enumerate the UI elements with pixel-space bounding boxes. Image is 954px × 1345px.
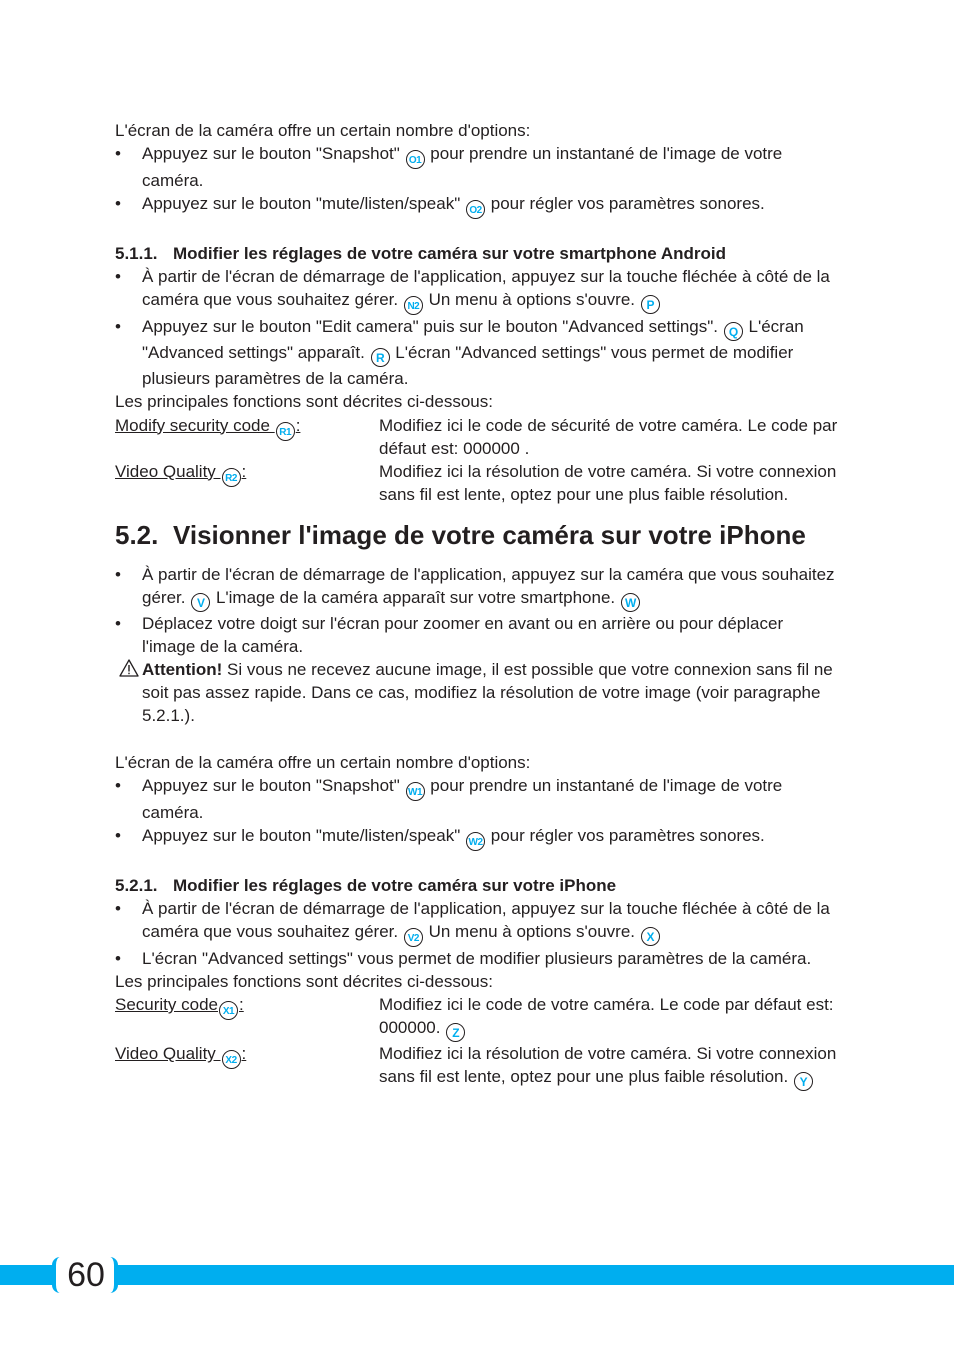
list-item: • Appuyez sur le bouton "mute/listen/speak" O2 pour régler vos paramètres sonores. <box>115 192 840 219</box>
warning-label: Attention! <box>142 660 223 680</box>
list-item: • Déplacez votre doigt sur l'écran pour zoomer en avant ou en arrière ou pour déplacer l'image de la caméra. <box>115 612 840 658</box>
list-item: • Appuyez sur le bouton "Snapshot" W1 pour prendre un instantané de l'image de votre caméra. <box>115 774 840 824</box>
page-content <box>115 119 840 1091</box>
callout-badge: V <box>191 593 210 612</box>
warning-triangle-icon <box>119 659 139 683</box>
section-52-bullets <box>115 563 840 658</box>
list-item: • À partir de l'écran de démarrage de l'application, appuyez sur la touche fléchée à côté de la caméra que vous souhaitez gérer. N2 Un menu à options s'ouvre. P <box>115 265 840 315</box>
callout-badge: V2 <box>404 928 423 947</box>
callout-badge: R <box>371 348 390 367</box>
callout-badge: R1 <box>276 422 295 441</box>
intro-b-text: L'écran de la caméra offre un certain nombre d'options: <box>115 752 531 772</box>
section-521-heading: 5.2.1. Modifier les réglages de votre caméra sur votre iPhone <box>115 875 617 895</box>
callout-badge: O1 <box>406 150 425 169</box>
section-52-heading: 5.2. Visionner l'image de votre caméra sur votre iPhone <box>115 519 806 550</box>
callout-badge: X2 <box>222 1050 241 1069</box>
callout-badge: Y <box>794 1072 813 1091</box>
function-description: Modifiez ici la résolution de votre caméra. Si votre connexion sans fil est lente, optez pour une plus faible résolution. Y <box>379 1044 837 1090</box>
list-item: • Appuyez sur le bouton "Edit camera" puis sur le bouton "Advanced settings". Q L'écran "Advanced settings" apparaît. R L'écran "Advanced settings" vous permet de modifier plusieurs paramètres de la caméra. <box>115 315 840 390</box>
callout-badge: R2 <box>222 468 241 487</box>
list-item: • Appuyez sur le bouton "mute/listen/speak" W2 pour régler vos paramètres sonores. <box>115 824 840 851</box>
list-item: • À partir de l'écran de démarrage de l'application, appuyez sur la caméra que vous souhaitez gérer. V L'image de la caméra apparaît sur votre smartphone. W <box>115 563 840 612</box>
intro-a-text: L'écran de la caméra offre un certain nombre d'options: <box>115 121 531 140</box>
function-row <box>115 993 840 1042</box>
functions-intro: Les principales fonctions sont décrites ci-dessous: <box>115 392 493 412</box>
function-row <box>115 1042 840 1091</box>
function-row <box>115 460 840 506</box>
function-list <box>115 414 840 506</box>
list-item: • L'écran "Advanced settings" vous permet de modifier plusieurs paramètres de la caméra. <box>115 947 840 970</box>
footer-bar <box>0 1265 954 1285</box>
warning-note <box>115 658 840 727</box>
callout-badge: Q <box>724 322 743 341</box>
warning-text: Si vous ne recevez aucune image, il est possible que votre connexion sans fil ne soit pas assez rapide. Dans ce cas, modifiez la résolution de votre image (voir paragraphe 5.2.1.). <box>142 660 833 726</box>
callout-badge: N2 <box>404 296 423 315</box>
function-term: Security code X1 : <box>115 995 244 1014</box>
callout-badge: X1 <box>219 1001 238 1020</box>
intro-a-bullets <box>115 142 840 219</box>
function-description: Modifiez ici la résolution de votre caméra. Si votre connexion sans fil est lente, optez pour une plus faible résolution. <box>379 461 837 504</box>
section-521-bullets <box>115 897 840 970</box>
page-number: 60 <box>67 1256 105 1294</box>
function-description: Modifiez ici le code de votre caméra. Le code par défaut est: 000000. Z <box>379 995 834 1041</box>
callout-badge: X <box>641 927 660 946</box>
function-term: Video Quality X2 : <box>115 1044 246 1063</box>
function-row <box>115 414 840 460</box>
function-term: Video Quality R2 : <box>115 462 246 481</box>
callout-badge: W2 <box>466 832 485 851</box>
function-description: Modifiez ici le code de sécurité de votre caméra. Le code par défaut est: 000000 . <box>379 415 838 458</box>
function-term: Modify security code R1 : <box>115 416 300 435</box>
section-511-bullets <box>115 265 840 390</box>
section-511-heading: 5.1.1. Modifier les réglages de votre caméra sur votre smartphone Android <box>115 244 726 264</box>
intro-b-bullets <box>115 774 840 851</box>
functions-intro: Les principales fonctions sont décrites ci-dessous: <box>115 971 493 991</box>
list-item: • À partir de l'écran de démarrage de l'application, appuyez sur la touche fléchée à côté de la caméra que vous souhaitez gérer. V2 Un menu à options s'ouvre. X <box>115 897 840 947</box>
callout-badge: O2 <box>466 200 485 219</box>
callout-badge: W <box>621 593 640 612</box>
function-list <box>115 993 840 1091</box>
callout-badge: Z <box>446 1023 465 1042</box>
list-item: • Appuyez sur le bouton "Snapshot" O1 pour prendre un instantané de l'image de votre caméra. <box>115 142 840 192</box>
callout-badge: P <box>641 295 660 314</box>
callout-badge: W1 <box>406 782 425 801</box>
